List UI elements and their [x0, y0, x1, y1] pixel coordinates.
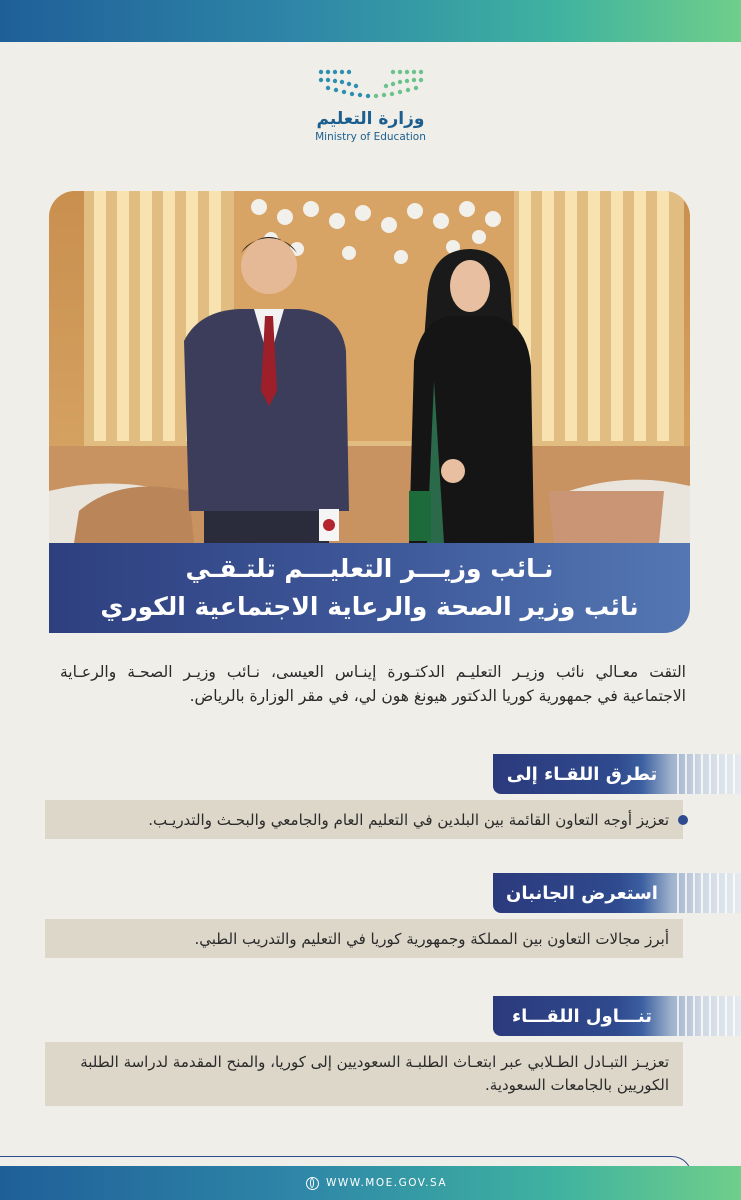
heading-stripes-decoration: [671, 996, 741, 1036]
website-link[interactable]: [306, 1175, 447, 1191]
section-heading-label: تطرق اللقـاء إلى: [506, 763, 658, 785]
globe-icon: [306, 1177, 319, 1190]
ministry-logo: [300, 64, 441, 154]
headline-banner: [49, 543, 690, 633]
section-heading-1: [493, 754, 741, 794]
intro-paragraph: التقت معـالي نائب وزيـر التعليـم الدكتـورة إينـاس العيسى، نـائب وزيـر الصحـة والرعـاية الاجتماعية في جمهورية كوريا الدكتور هيونغ هون لي، في مقر الوزارة بالرياض.: [60, 663, 686, 705]
logo-english-text: Ministry of Education: [315, 131, 426, 143]
section-body-2: أبرز مجالات التعاون بين المملكة وجمهورية كوريا في التعليم والتدريب الطبي.: [45, 919, 683, 958]
website-text[interactable]: WWW.MOE.GOV.SA: [326, 1177, 448, 1189]
logo-arabic-text: وزارة التعليم: [316, 109, 425, 129]
section-heading-label: تنـــاول اللقـــاء: [511, 1005, 653, 1027]
logo-dots-icon: [315, 64, 427, 104]
section-body-3: تعزيـز التبـادل الطـلابي عبر ابتعـاث الطلبـة السعوديين إلى كوريا، والمنح المقدمة لدراسة الطلبة الكوريين بالجامعات السعودية.: [45, 1042, 683, 1106]
heading-stripes-decoration: [671, 754, 741, 794]
headline-line-2: نائب وزير الصحة والرعاية الاجتماعية الكوري: [100, 592, 639, 621]
bullet-icon: [678, 815, 688, 825]
section-body-1: تعزيز أوجه التعاون القائمة بين البلدين في التعليم العام والجامعي والبحـث والتدريـب.: [45, 800, 683, 839]
section-heading-label: استعرض الجانبان: [506, 882, 658, 904]
heading-stripes-decoration: [671, 873, 741, 913]
section-heading-2: [493, 873, 741, 913]
top-gradient-bar: [0, 0, 741, 42]
section-heading-3: [493, 996, 741, 1036]
headline-line-1: نـائب وزيـــر التعليـــم تلتـقـي: [185, 554, 554, 583]
meeting-photo: [49, 191, 690, 543]
